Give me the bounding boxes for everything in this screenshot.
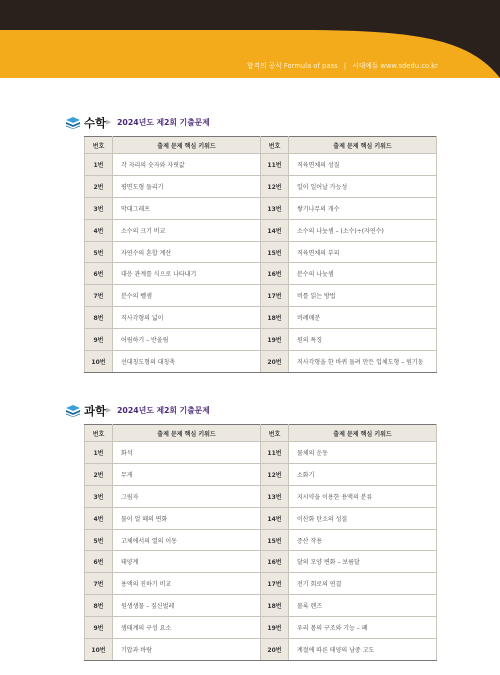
arrow-icon: ▶: [106, 118, 112, 126]
keyword-table: [84, 136, 437, 373]
keyword-cell: 증산 작용: [289, 529, 437, 551]
keyword-cell: 화석: [113, 442, 261, 464]
table-row: [85, 154, 437, 176]
question-number: 9번: [85, 617, 113, 639]
question-number: 2번: [85, 175, 113, 197]
keyword-cell: 볼록 렌즈: [289, 595, 437, 617]
table-row: [85, 507, 437, 529]
keyword-cell: 우리 몸의 구조와 기능 – 폐: [289, 617, 437, 639]
question-number: 15번: [261, 241, 289, 263]
table-body: [85, 442, 437, 661]
question-number: 9번: [85, 329, 113, 351]
keyword-cell: 일이 일어날 가능성: [289, 175, 437, 197]
question-number: 12번: [261, 463, 289, 485]
table-row: [85, 263, 437, 285]
table-row: [85, 551, 437, 573]
table-row: [85, 617, 437, 639]
question-number: 14번: [261, 507, 289, 529]
subject-title: 과학: [84, 404, 107, 418]
table-row: [85, 351, 437, 373]
table-body: [85, 154, 437, 373]
col-header-number: 번호: [85, 137, 113, 154]
keyword-cell: 직육면체의 성질: [289, 154, 437, 176]
keyword-cell: 직사각형의 넓이: [113, 307, 261, 329]
table-row: [85, 485, 437, 507]
exam-title: 2024년도 제2회 기출문제: [117, 118, 210, 127]
header-separator: |: [343, 62, 347, 70]
question-number: 4번: [85, 507, 113, 529]
question-number: 3번: [85, 485, 113, 507]
table-row: [85, 329, 437, 351]
question-number: 5번: [85, 241, 113, 263]
keyword-cell: 소화기: [289, 463, 437, 485]
question-number: 13번: [261, 485, 289, 507]
section-title: [66, 115, 436, 135]
keyword-cell: 지시약을 이용한 용액의 분류: [289, 485, 437, 507]
keyword-cell: 그림자: [113, 485, 261, 507]
col-header-keyword: 출제 문제 핵심 키워드: [113, 137, 261, 154]
keyword-cell: 막대그래프: [113, 197, 261, 219]
question-number: 17번: [261, 573, 289, 595]
question-number: 8번: [85, 307, 113, 329]
question-number: 18번: [261, 595, 289, 617]
col-header-keyword: 출제 문제 핵심 키워드: [289, 425, 437, 442]
question-number: 11번: [261, 442, 289, 464]
table-row: [85, 307, 437, 329]
book-stack-icon: [66, 117, 80, 129]
keyword-cell: 소수의 나눗셈 – (소수)÷(자연수): [289, 219, 437, 241]
keyword-cell: 고체에서의 열의 이동: [113, 529, 261, 551]
question-number: 16번: [261, 263, 289, 285]
keyword-cell: 용액의 진하기 비교: [113, 573, 261, 595]
keyword-cell: 어림하기 – 반올림: [113, 329, 261, 351]
table-row: [85, 442, 437, 464]
question-number: 16번: [261, 551, 289, 573]
col-header-number: 번호: [85, 425, 113, 442]
question-number: 10번: [85, 639, 113, 661]
table-row: [85, 595, 437, 617]
question-number: 8번: [85, 595, 113, 617]
book-stack-icon: [66, 405, 80, 417]
keyword-cell: 비를 읽는 방법: [289, 285, 437, 307]
table-row: [85, 529, 437, 551]
table-row: [85, 219, 437, 241]
table-row: [85, 241, 437, 263]
question-number: 10번: [85, 351, 113, 373]
keyword-cell: 각 자리의 숫자와 자릿값: [113, 154, 261, 176]
keyword-cell: 전기 회로의 연결: [289, 573, 437, 595]
question-number: 19번: [261, 329, 289, 351]
keyword-cell: 평면도형 돌리기: [113, 175, 261, 197]
question-number: 7번: [85, 573, 113, 595]
science-section: [66, 403, 436, 654]
question-number: 4번: [85, 219, 113, 241]
keyword-cell: 원생생물 – 짚신벌레: [113, 595, 261, 617]
keyword-cell: 자연수의 혼합 계산: [113, 241, 261, 263]
question-number: 20번: [261, 639, 289, 661]
question-number: 3번: [85, 197, 113, 219]
keyword-cell: 이산화 탄소의 성질: [289, 507, 437, 529]
question-number: 5번: [85, 529, 113, 551]
table-row: [85, 197, 437, 219]
slogan-ko: 합격의 공식: [247, 62, 282, 70]
keyword-cell: 태양계: [113, 551, 261, 573]
question-number: 13번: [261, 197, 289, 219]
question-number: 6번: [85, 263, 113, 285]
section-title: [66, 403, 436, 423]
keyword-cell: 원의 특징: [289, 329, 437, 351]
keyword-cell: 직사각형을 한 바퀴 돌려 만든 입체도형 – 원기둥: [289, 351, 437, 373]
col-header-number: 번호: [261, 425, 289, 442]
table-row: [85, 463, 437, 485]
question-number: 17번: [261, 285, 289, 307]
keyword-cell: 소수의 크기 비교: [113, 219, 261, 241]
keyword-cell: 비례배분: [289, 307, 437, 329]
question-number: 1번: [85, 442, 113, 464]
question-number: 18번: [261, 307, 289, 329]
question-number: 2번: [85, 463, 113, 485]
arrow-icon: ▶: [106, 406, 112, 414]
site-link[interactable]: www.sdedu.co.kr: [380, 62, 438, 70]
keyword-cell: 계절에 따른 태양의 남중 고도: [289, 639, 437, 661]
question-number: 14번: [261, 219, 289, 241]
keyword-cell: 달의 모양 변화 – 보름달: [289, 551, 437, 573]
keyword-cell: 쌓기나무의 개수: [289, 197, 437, 219]
keyword-cell: 분수의 뺄셈: [113, 285, 261, 307]
question-number: 1번: [85, 154, 113, 176]
keyword-cell: 무게: [113, 463, 261, 485]
table-row: [85, 175, 437, 197]
question-number: 11번: [261, 154, 289, 176]
keyword-cell: 생태계의 구성 요소: [113, 617, 261, 639]
table-header-row: [85, 137, 437, 154]
question-number: 12번: [261, 175, 289, 197]
table-row: [85, 639, 437, 661]
table-row: [85, 285, 437, 307]
subject-title: 수학: [84, 116, 107, 130]
col-header-number: 번호: [261, 137, 289, 154]
col-header-keyword: 출제 문제 핵심 키워드: [113, 425, 261, 442]
question-number: 15번: [261, 529, 289, 551]
keyword-cell: 물이 얼 때의 변화: [113, 507, 261, 529]
col-header-keyword: 출제 문제 핵심 키워드: [289, 137, 437, 154]
keyword-table: [84, 424, 437, 661]
question-number: 19번: [261, 617, 289, 639]
keyword-cell: 기압과 바람: [113, 639, 261, 661]
table-header-row: [85, 425, 437, 442]
keyword-cell: 물체의 운동: [289, 442, 437, 464]
question-number: 20번: [261, 351, 289, 373]
question-number: 6번: [85, 551, 113, 573]
math-section: [66, 115, 436, 366]
header-slogan: [247, 60, 438, 70]
keyword-cell: 대응 관계를 식으로 나타내기: [113, 263, 261, 285]
keyword-cell: 직육면체의 부피: [289, 241, 437, 263]
keyword-cell: 분수의 나눗셈: [289, 263, 437, 285]
slogan-en: Formula of pass: [283, 62, 338, 70]
brand-name: 시대에듀: [352, 62, 379, 70]
question-number: 7번: [85, 285, 113, 307]
table-row: [85, 573, 437, 595]
exam-title: 2024년도 제2회 기출문제: [117, 406, 210, 415]
keyword-cell: 선대칭도형의 대칭축: [113, 351, 261, 373]
